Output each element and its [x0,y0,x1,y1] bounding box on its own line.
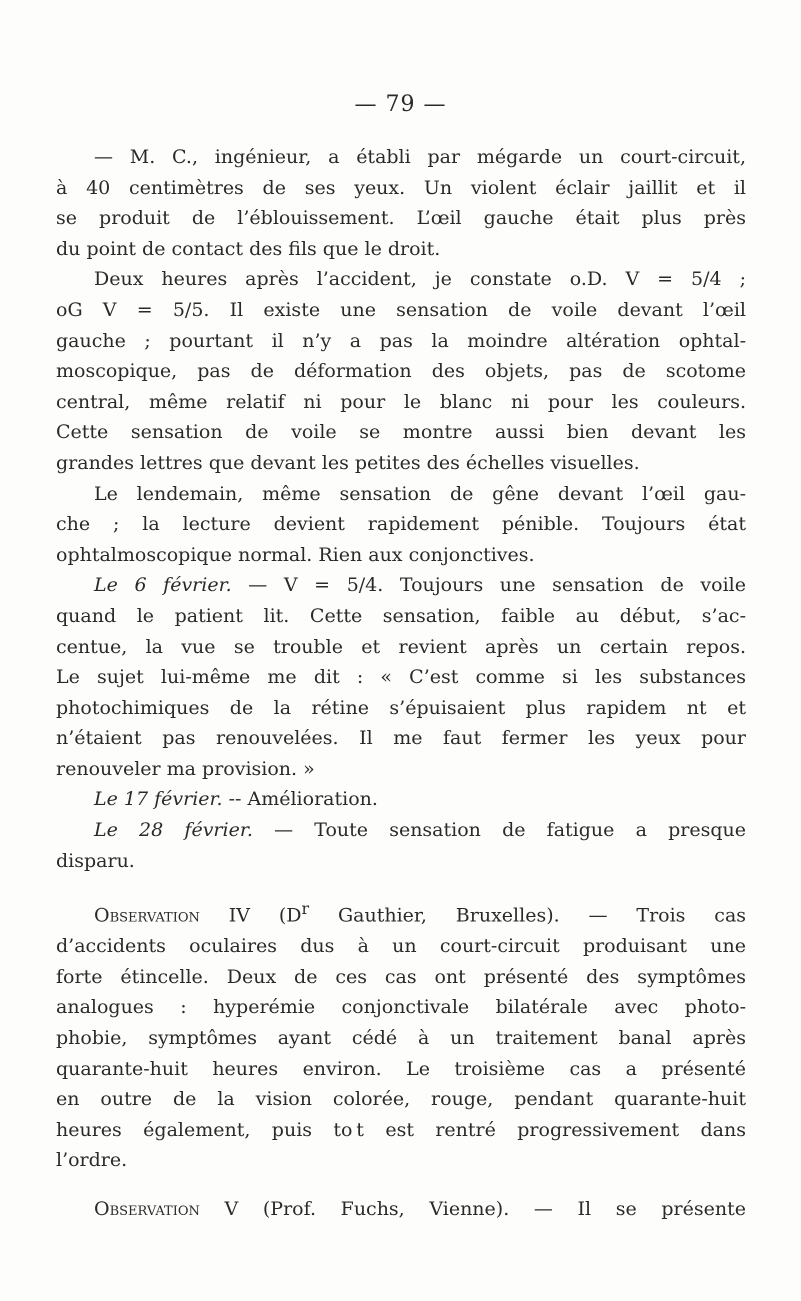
text-line: moscopique, pas de déformation des objets, pas de scotome [56,360,746,383]
observation-heading: Observation IV [94,904,250,927]
text-line: Le lendemain, même sensation de gêne devant l’œil gau- [94,482,746,505]
text-line [56,815,746,846]
text-line: central, même relatif ni pour le blanc ni pour les couleurs. [56,390,746,413]
text-line: renouveler ma provision. » [56,757,315,780]
paragraph-6-february [56,570,746,784]
text-line [56,894,746,931]
body-text [56,142,746,1225]
text-line: d’accidents oculaires dus à un court-circuit produisant une [56,935,746,958]
text-line: photochimiques de la rétine s’épuisaient plus rapidem nt et [56,696,746,719]
text-line: ophtalmoscopique normal. Rien aux conjonctives. [56,543,535,566]
paragraph-observation-v [56,1194,746,1225]
page-number: — 79 — [354,92,447,117]
text-line: che ; la lecture devient rapidement pénible. Toujours état [56,513,746,536]
text-line: analogues : hyperémie conjonctivale bilatérale avec photo- [56,996,746,1019]
text-line: à 40 centimètres de ses yeux. Un violent éclair jaillit et il [56,176,746,199]
text-line: forte étincelle. Deux de ces cas ont présenté des symptômes [56,965,746,988]
text-line: Le sujet lui-même me dit : « C’est comme si les substances [56,666,746,689]
superscript: r [301,899,310,919]
text-line: disparu. [56,849,135,872]
text-line: Deux heures après l’accident, je constate o.D. V = 5/4 ; [94,268,746,291]
text-line: n’étaient pas renouvelées. Il me faut fermer les yeux pour [56,727,746,750]
entry-date: Le 17 février. [94,788,223,811]
text-line: gauche ; pourtant il n’y a pas la moindre altération ophtal- [56,329,746,352]
entry-text: (Prof. Fuchs, Vienne). — Il se présente [238,1197,746,1220]
entry-text: — Toute sensation de fatigue a presque [252,819,746,842]
paragraph-28-february [56,815,746,876]
entry-text: Gauthier, Bruxelles). — Trois cas [309,904,747,927]
entry-date: Le 6 février. [94,574,232,597]
paragraph-17-february [56,784,746,815]
text-line [56,570,746,601]
paragraph-next-day [56,479,746,571]
section-spacer [56,876,746,894]
paragraph-observation-iv [56,894,746,1176]
text-line: grandes lettres que devant les petites des échelles visuelles. [56,451,640,474]
section-spacer [56,1176,746,1194]
text-line: quand le patient lit. Cette sensation, faible au début, s’ac- [56,604,746,627]
entry-text: (D [249,904,302,927]
text-line: centue, la vue se trouble et revient après un certain repos. [56,635,746,658]
entry-text: — V = 5/4. Toujours une sensation de voile [231,574,747,597]
text-line: l’ordre. [56,1149,128,1172]
text-line: se produit de l’éblouissement. L’œil gauche était plus près [56,207,746,230]
entry-text: -- Amélioration. [222,788,378,811]
text-line: du point de contact des fils que le droit. [56,237,441,260]
observation-heading: Observation V [94,1197,239,1220]
text-line: heures également, puis to t est rentré progressivement dans [56,1118,746,1141]
text-line: — M. C., ingénieur, a établi par mégarde un court-circuit, [94,146,746,168]
text-line [56,1194,746,1225]
text-line [56,784,746,815]
paragraph-accident-description [56,142,746,264]
text-line: Cette sensation de voile se montre aussi bien devant les [56,421,746,444]
paragraph-two-hours-after [56,264,746,478]
text-line: quarante-huit heures environ. Le troisième cas a présenté [56,1057,746,1080]
text-line: phobie, symptômes ayant cédé à un traitement banal après [56,1026,746,1049]
text-line: en outre de la vision colorée, rouge, pendant quarante-huit [56,1088,746,1111]
text-line: oG V = 5/5. Il existe une sensation de voile devant l’œil [56,298,746,321]
entry-date: Le 28 février. [94,819,253,842]
